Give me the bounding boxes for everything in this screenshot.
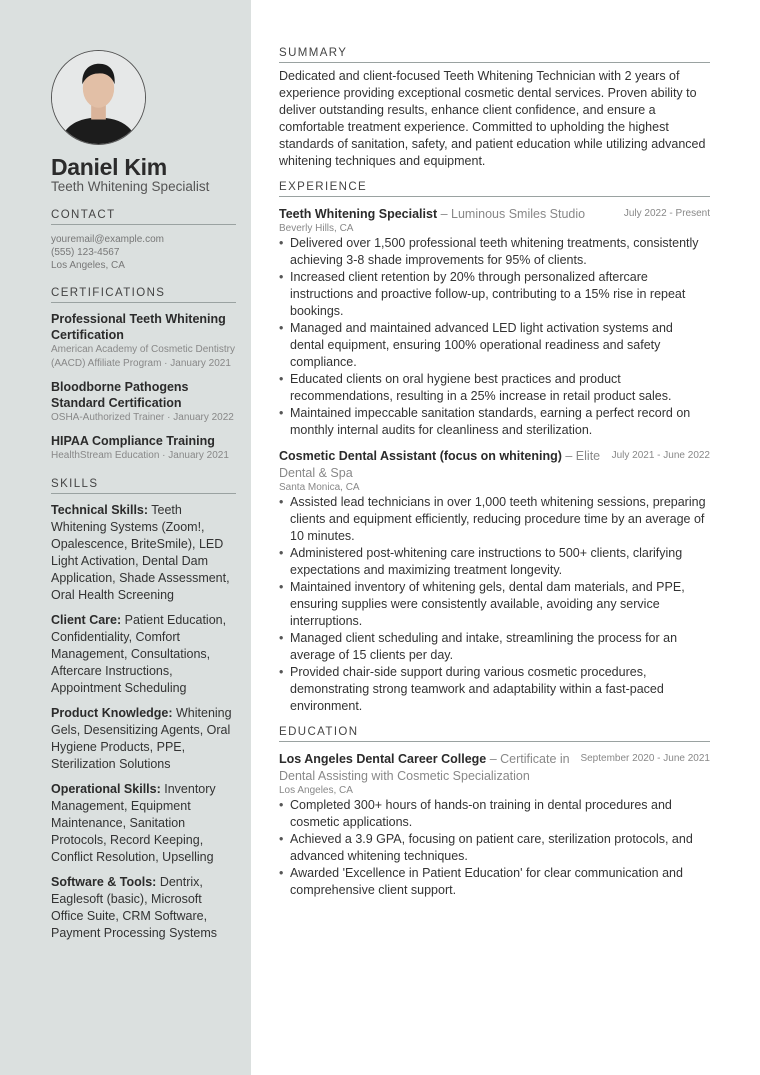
job-location: Santa Monica, CA xyxy=(279,482,360,493)
sidebar xyxy=(0,0,251,1075)
profile-title: Teeth Whitening Specialist xyxy=(51,179,210,194)
skill-text: Inventory Management, Equipment Maintenance, Sanitation Protocols, Record Keeping, Conflict Resolution, Upselling xyxy=(51,782,216,864)
certification-meta: OSHA-Authorized Trainer · January 2022 xyxy=(51,412,234,423)
contact-location: Los Angeles, CA xyxy=(51,260,125,271)
skill-label: Technical Skills: xyxy=(51,503,149,517)
skill-text: Teeth Whitening Systems (Zoom!, Opalescence, BriteSmile), LED Light Activation, Dental Dam Application, Shade Assessment, Oral Health Screening xyxy=(51,503,230,602)
certification-title: Bloodborne Pathogens Standard Certification xyxy=(51,380,189,410)
bullet-item: • Achieved a 3.9 GPA, focusing on patient care, sterilization protocols, and advanced whitening techniques. xyxy=(279,831,710,865)
skill-group xyxy=(51,502,236,604)
bullet-item: • Maintained inventory of whitening gels, dental dam materials, and PPE, ensuring supplies were consistently available, avoiding any service interruptions. xyxy=(279,579,710,630)
bullet-item: • Delivered over 1,500 professional teeth whitening treatments, consistently achieving 3-8 shade improvements for 95% of clients. xyxy=(279,235,710,269)
skill-group xyxy=(51,874,236,942)
skill-group xyxy=(51,612,236,697)
bullet-item: • Awarded 'Excellence in Patient Education' for clear communication and comprehensive client support. xyxy=(279,865,710,899)
education-location: Los Angeles, CA xyxy=(279,785,353,796)
degree-name: – Certificate in Dental Assisting with Cosmetic Specialization xyxy=(279,752,570,783)
job-company: – Luminous Smiles Studio xyxy=(437,207,586,221)
bullet-item: • Educated clients on oral hygiene best practices and product recommendations, resulting in a 25% increase in retail product sales. xyxy=(279,371,710,405)
education-item xyxy=(279,751,710,899)
skill-label: Software & Tools: xyxy=(51,875,157,889)
experience-item xyxy=(279,448,710,715)
job-dates: July 2021 - June 2022 xyxy=(611,450,710,461)
skill-label: Operational Skills: xyxy=(51,782,161,796)
bullet-item: • Provided chair-side support during various cosmetic procedures, demonstrating strong teamwork and adaptability within a fast-paced environment. xyxy=(279,664,710,715)
summary-heading: SUMMARY xyxy=(279,46,710,63)
skill-group xyxy=(51,705,236,773)
job-header xyxy=(279,448,710,482)
skill-text: Patient Education, Confidentiality, Comfort Management, Consultations, Aftercare Instructions, Appointment Scheduling xyxy=(51,613,227,695)
bullet-item: • Assisted lead technicians in over 1,000 teeth whitening sessions, preparing clients and equipment efficiently, reducing procedure time by an average of 10 minutes. xyxy=(279,494,710,545)
certification-item xyxy=(51,379,236,425)
job-company: – Elite Dental & Spa xyxy=(279,449,601,480)
job-header xyxy=(279,206,710,223)
job-title: Cosmetic Dental Assistant (focus on whitening) xyxy=(279,449,562,463)
certification-meta: American Academy of Cosmetic Dentistry (AACD) Affiliate Program · January 2021 xyxy=(51,344,235,369)
avatar xyxy=(51,50,146,145)
job-title-line xyxy=(279,206,585,223)
skills-heading: SKILLS xyxy=(51,477,236,494)
certification-title: Professional Teeth Whitening Certification xyxy=(51,312,226,342)
bullet-item: • Increased client retention by 20% through personalized aftercare instructions and proactive follow-up, contributing to a 15% rise in repeat bookings. xyxy=(279,269,710,320)
job-dates: July 2022 - Present xyxy=(623,208,710,219)
bullet-item: • Administered post-whitening care instructions to 500+ clients, clarifying expectations and maximizing treatment longevity. xyxy=(279,545,710,579)
contact-email[interactable]: youremail@example.com xyxy=(51,234,164,245)
education-header xyxy=(279,751,710,785)
experience-heading: EXPERIENCE xyxy=(279,180,710,197)
job-title-line xyxy=(279,448,604,482)
certification-title: HIPAA Compliance Training xyxy=(51,434,215,448)
main-content xyxy=(279,46,710,899)
bullet-item: • Managed and maintained advanced LED light activation systems and dental equipment, ensuring 100% operational readiness and safety compliance. xyxy=(279,320,710,371)
certification-item xyxy=(51,311,236,371)
contact-block xyxy=(51,233,236,272)
certification-item xyxy=(51,433,236,463)
bullet-item: • Managed client scheduling and intake, streamlining the process for an average of 15 clients per day. xyxy=(279,630,710,664)
education-heading: EDUCATION xyxy=(279,725,710,742)
education-dates: September 2020 - June 2021 xyxy=(580,753,710,764)
education-title-line xyxy=(279,751,572,785)
summary-text: Dedicated and client-focused Teeth Whitening Technician with 2 years of experience providing exceptional cosmetic dental services. Proven ability to deliver outstanding results, enhance client confidence, and ensure a comfortable treatment experience. Committed to upholding the highest standards of sanitation, safety, and patient education while utilizing advanced whitening techniques and equipment. xyxy=(279,69,706,168)
bullet-item: • Maintained impeccable sanitation standards, earning a perfect record on monthly internal audits for cleanliness and sterilization. xyxy=(279,405,710,439)
certifications-heading: CERTIFICATIONS xyxy=(51,286,236,303)
certification-meta: HealthStream Education · January 2021 xyxy=(51,450,229,461)
skill-group xyxy=(51,781,236,866)
school-name: Los Angeles Dental Career College xyxy=(279,752,487,766)
profile-name: Daniel Kim xyxy=(51,154,167,180)
job-title: Teeth Whitening Specialist xyxy=(279,207,438,221)
job-bullets xyxy=(279,494,710,715)
contact-phone[interactable]: (555) 123-4567 xyxy=(51,247,120,258)
contact-heading: CONTACT xyxy=(51,208,236,225)
job-bullets xyxy=(279,235,710,439)
skill-text: Whitening Gels, Desensitizing Agents, Oral Hygiene Products, PPE, Sterilization Solutions xyxy=(51,706,232,771)
bullet-item: • Completed 300+ hours of hands-on training in dental procedures and cosmetic applications. xyxy=(279,797,710,831)
skill-text: Dentrix, Eaglesoft (basic), Microsoft Office Suite, CRM Software, Payment Processing Systems xyxy=(51,875,218,940)
person-photo-icon xyxy=(52,51,145,144)
experience-item xyxy=(279,206,710,439)
job-location: Beverly Hills, CA xyxy=(279,223,354,234)
education-bullets xyxy=(279,797,710,899)
skill-label: Client Care: xyxy=(51,613,122,627)
skill-label: Product Knowledge: xyxy=(51,706,173,720)
